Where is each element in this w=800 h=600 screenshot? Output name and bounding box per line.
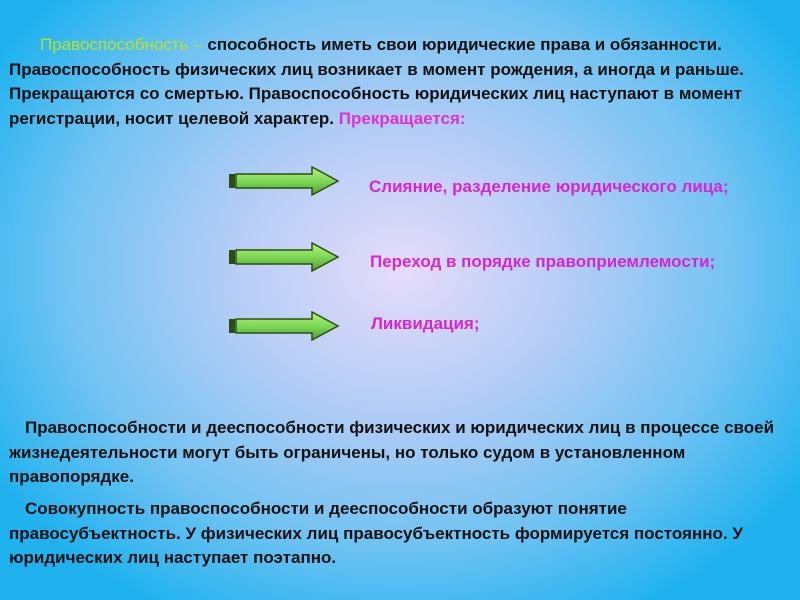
termination-item-liquidation: Ликвидация; — [371, 314, 480, 333]
intro-paragraph — [9, 33, 749, 131]
restriction-paragraph — [9, 416, 799, 490]
right-arrow-icon — [228, 166, 340, 196]
term-legal-capacity: Правоспособность – — [40, 35, 203, 54]
right-arrow-icon — [228, 311, 340, 341]
intro-text: способность иметь свои юридические права и обязанности. Правоспособность физических лиц возникает в момент рождения, а иногда и раньше. Прекращаются со смертью. Правоспособность юридических лиц наступают в момент регистрации, носит целевой характер. — [9, 35, 744, 128]
restriction-text: Правоспособности и дееспособности физических и юридических лиц в процессе своей жизнедеятельности могут быть ограничены, но только судом в установленном правопорядке. — [9, 418, 775, 486]
right-arrow-icon — [228, 242, 340, 272]
legal-personality-paragraph — [9, 497, 769, 571]
termination-item-merger: Слияние, разделение юридического лица; — [369, 177, 729, 196]
termination-item-succession: Переход в порядке правоприемлемости; — [370, 252, 716, 271]
legal-personality-text: Совокупность правоспособности и дееспособности образуют понятие правосубъектность. У физических лиц правосубъектность формируется постоянно. У юридических лиц наступает поэтапно. — [9, 499, 743, 567]
terminates-label: Прекращается: — [338, 108, 466, 128]
